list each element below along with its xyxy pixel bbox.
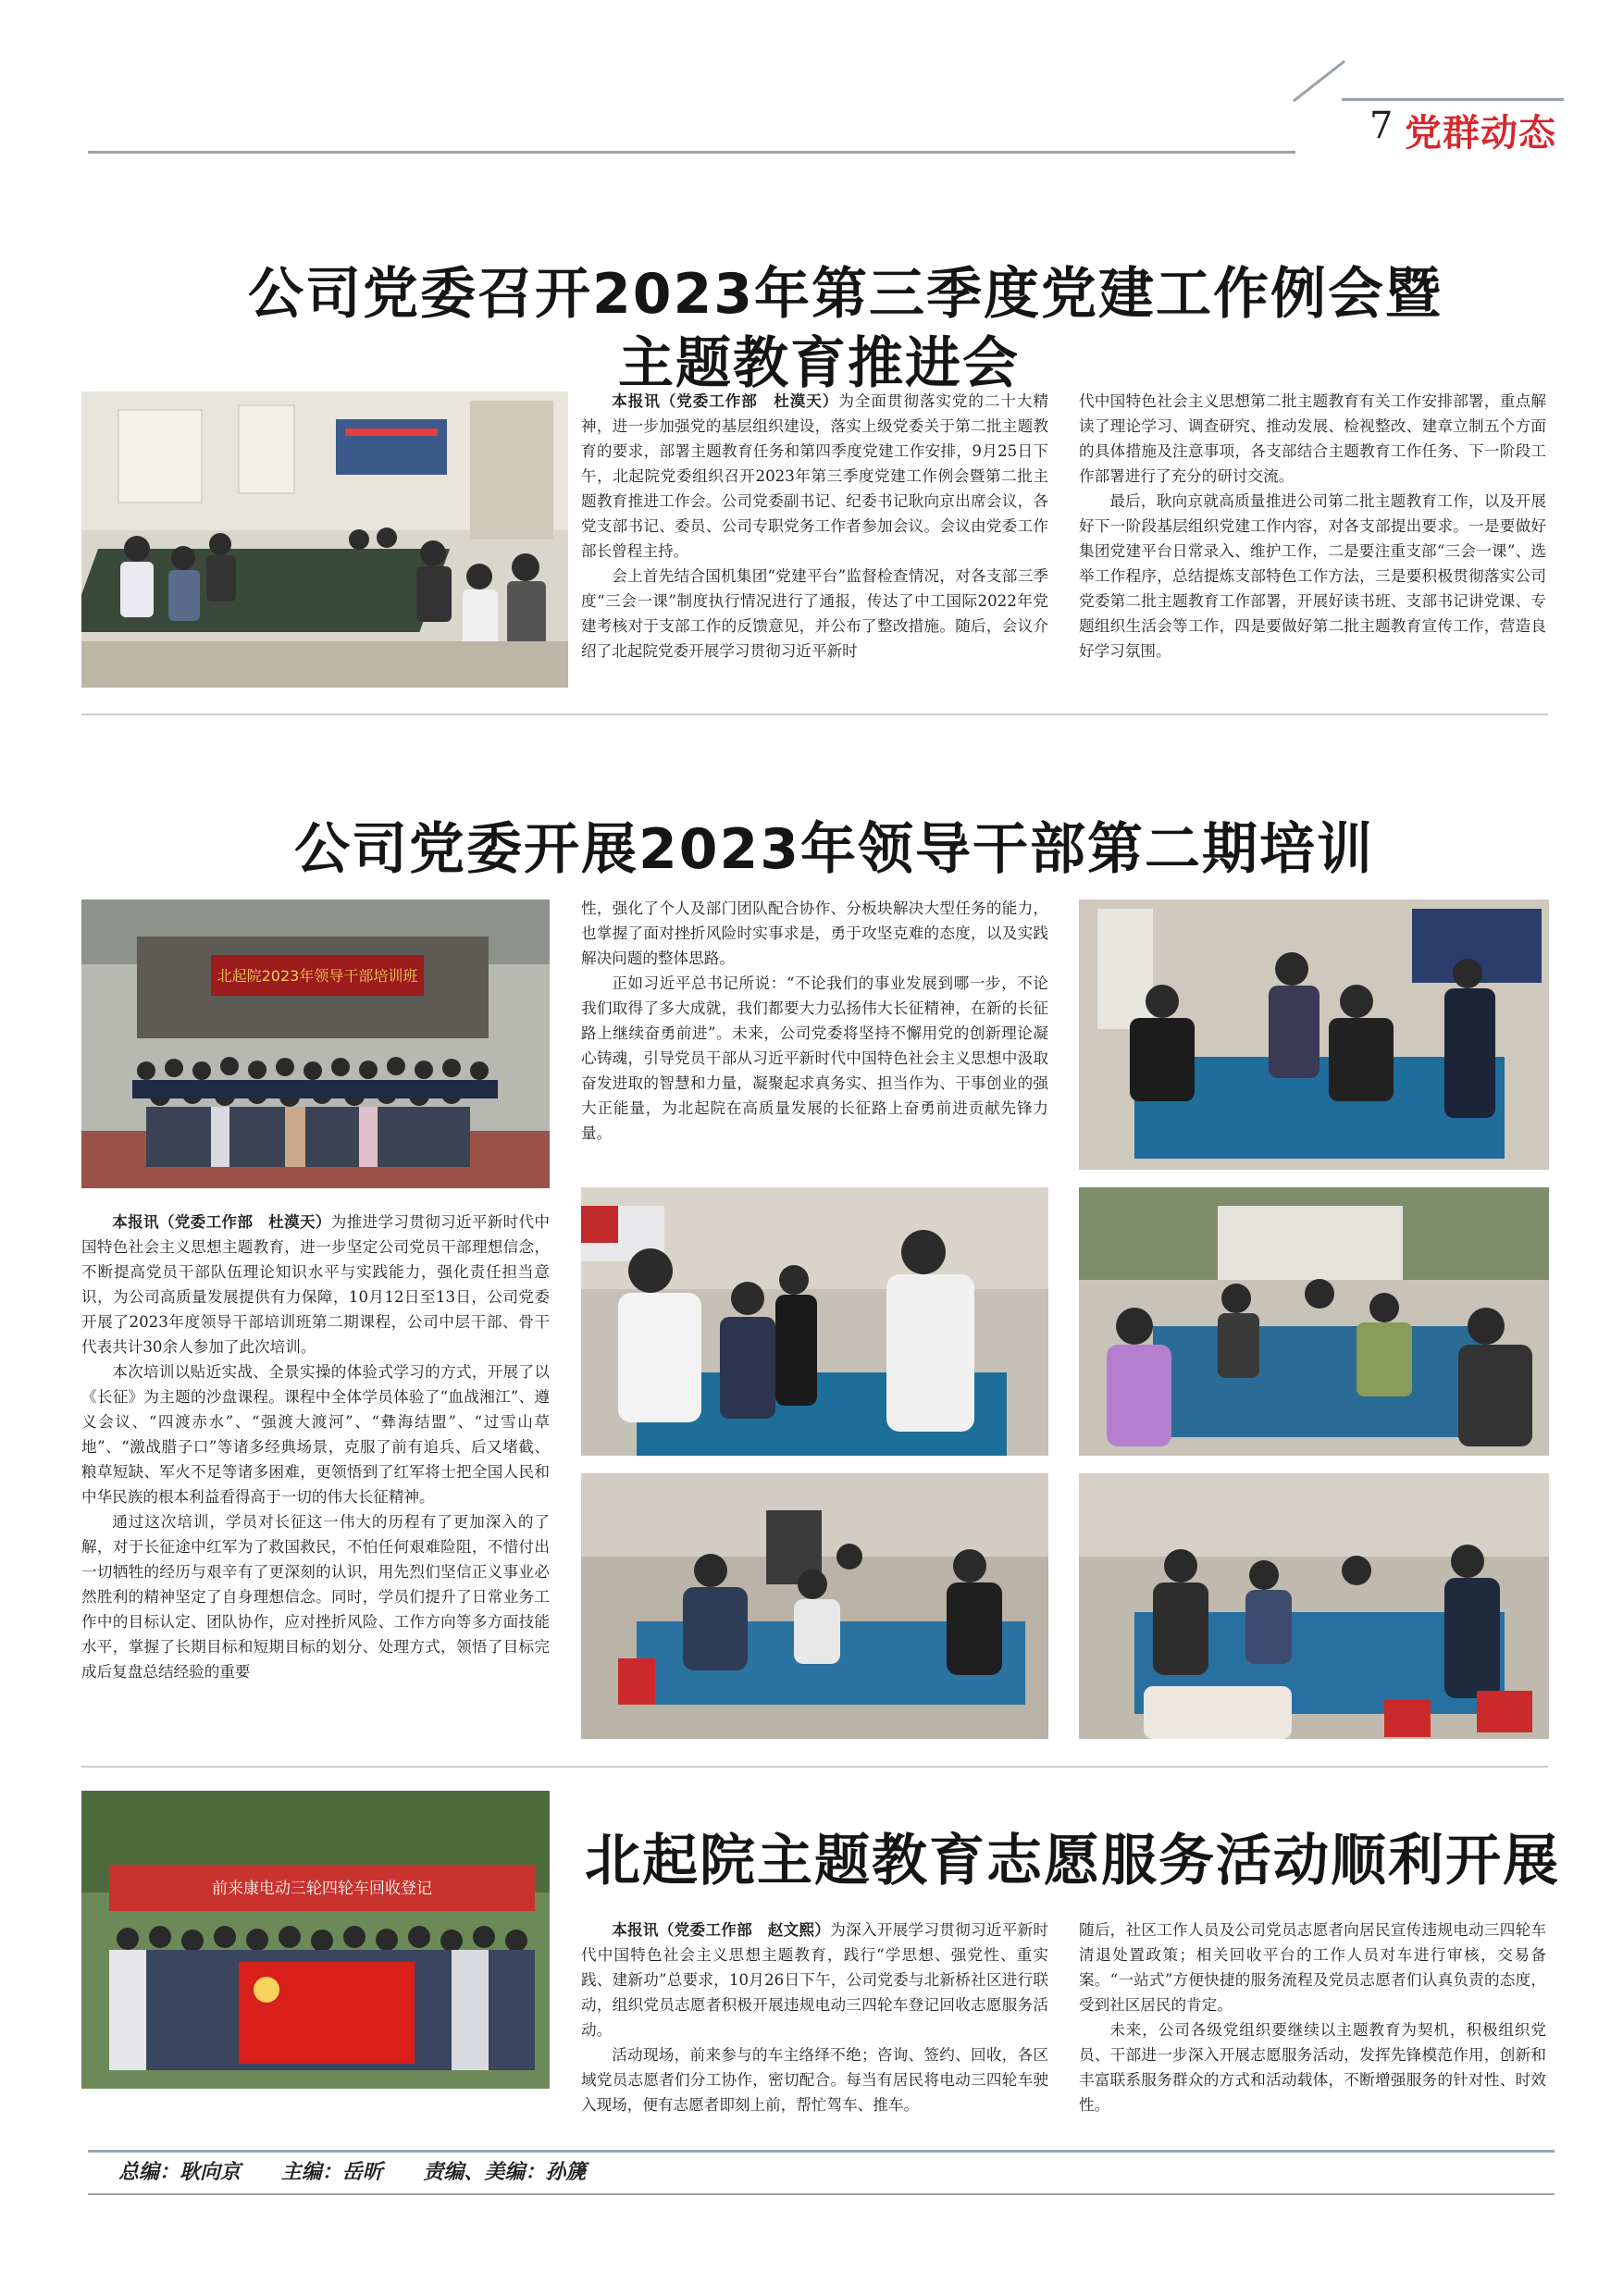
article2-training-photo-1 [1079,900,1549,1170]
section-divider [81,1766,1548,1768]
footer-editor: 主编：岳昕 [280,2160,383,2184]
article1-paragraph: 会上首先结合国机集团“党建平台”监督检查情况，对各支部三季度“三会一课”制度执行情况进行了通报，传达了中工国际2022年党建考核对于支部工作的反馈意见，并公布了整改措施。随后，会议介绍了北起院党委开展学习贯彻习近平新时 [581,567,1048,660]
article2-paragraph: 本次培训以贴近实战、全景实操的体验式学习的方式，开展了以《长征》为主题的沙盘课程。课程中全体学员体验了“血战湘江”、遵义会议、“四渡赤水”、“强渡大渡河”、“彝海结盟”、“过雪山草地”、“激战腊子口”等诸多经典场景，克服了前有追兵、后又堵截、粮草短缺、军火不足等诸多困难，更领悟到了红军将士把全国人民和中华民族的根本利益看得高于一切的伟大长征精神。 [81,1363,550,1506]
article1-title-line2: 主题教育推进会 [618,331,1020,396]
banner-text: 北起院2023年领导干部培训班 [217,967,418,985]
header-rule-slant [1293,60,1345,102]
article1-title-line1: 公司党委召开2023年第三季度党建工作例会暨 [248,262,1443,327]
article3-paragraph: 随后，社区工作人员及公司党员志愿者向居民宣传违规电动三四轮车清退处置政策；相关回收平台的工作人员对车进行审核，交易备案。“一站式”方便快捷的服务流程及党员志愿者们认真负责的态度，受到社区居民的肯定。 [1079,1921,1546,2014]
article1-paragraph: 代中国特色社会主义思想第二批主题教育有关工作安排部署，重点解读了理论学习、调查研究、推动发展、检视整改、建章立制五个方面的具体措施及注意事项，各支部结合主题教育工作任务、下一阶段工作部署进行了充分的研讨交流。 [1079,392,1546,485]
article1-paragraph: 最后，耿向京就高质量推进公司第二批主题教育工作，以及开展好下一阶段基层组织党建工作内容，对各支部提出要求。一是要做好集团党建平台日常录入、维护工作，二是要注重支部“三会一课”、选举工作程序，总结提炼支部特色工作方法，三是要积极贯彻落实公司党委第二批主题教育工作部署，开展好读书班、支部书记讲党课、专题组织生活会等工作，四是要做好第二批主题教育宣传工作，营造良好学习氛围。 [1079,492,1546,660]
footer-credits [118,2156,619,2185]
article3-paragraph: 活动现场，前来参与的车主络绎不绝；咨询、签约、回收，各区域党员志愿者们分工协作，密切配合。每当有居民将电动三四轮车驶入现场，便有志愿者即刻上前，帮忙驾车、推车。 [581,2046,1048,2114]
header-rule-top [1342,98,1564,101]
byline: 本报讯（党委工作部 杜漠天） [612,391,839,410]
page-number: 7 [1369,105,1394,147]
article1-paragraph: 本报讯（党委工作部 杜漠天）为全面贯彻落实党的二十大精神，进一步加强党的基层组织建设，落实上级党委关于第二批主题教育的要求，部署主题教育任务和第四季度党建工作安排，9月25日下午，北起院党委组织召开2023年第三季度党建工作例会暨第二批主题教育推进工作会。公司党委副书记、纪委书记耿向京出席会议，各党支部书记、委员、公司专职党务工作者参加会议。会议由党委工作部长曾程主持。 [581,391,1049,560]
article2-title: 公司党委开展2023年领导干部第二期培训 [294,817,1374,882]
footer-rule-bottom [88,2193,1555,2195]
article2-column-mid [581,896,1048,1146]
article2-training-photo-2 [581,1187,1048,1456]
article2-training-photo-3 [1079,1187,1549,1456]
article2-paragraph: 通过这次培训，学员对长征这一伟大的历程有了更加深入的了解，对于长征途中红军为了救国救民，不怕任何艰难险阻，不惜付出一切牺牲的经历与艰辛有了更深刻的认识，用先烈们坚信正义事业必然胜利的精神坚定了自身理想信念。同时，学员们提升了日常业务工作中的目标认定、团队协作，应对挫折风险、工作方向等多方面技能水平，掌握了长期目标和短期目标的划分、处理方式，领悟了目标完成后复盘总结经验的重要 [81,1513,550,1681]
article2-paragraph: 性，强化了个人及部门团队配合协作、分板块解决大型任务的能力，也掌握了面对挫折风险时实事求是，勇于攻坚克难的态度，以及实践解决问题的整体思路。 [581,900,1048,967]
article2-column-left [81,1210,550,1684]
banner-text: 前来康电动三轮四轮车回收登记 [212,1880,432,1898]
section-label: 党群动态 [1405,112,1556,155]
byline: 本报讯（党委工作部 杜漠天） [112,1212,331,1231]
section-divider [81,714,1548,715]
article3-volunteer-photo [81,1791,550,2089]
article3-paragraph: 未来，公司各级党组织要继续以主题教育为契机，积极组织党员、干部进一步深入开展志愿服务活动，发挥先锋模范作用，创新和丰富联系服务群众的方式和活动载体，不断增强服务的针对性、时效性。 [1079,2021,1546,2114]
article1-meeting-photo [81,391,568,688]
article3-paragraph: 本报讯（党委工作部 赵文熙）为深入开展学习贯彻习近平新时代中国特色社会主义思想主题教育，践行“学思想、强党性、重实践、建新功”总要求，10月26日下午，公司党委与北新桥社区进行联动，组织党员志愿者积极开展违规电动三四轮车登记回收志愿服务活动。 [581,1920,1049,2039]
article1-column1 [581,389,1048,664]
article3-column2 [1079,1917,1546,2117]
article2-group-photo [81,900,550,1188]
article3-column1 [581,1917,1048,2117]
article2-training-photo-5 [1079,1473,1549,1739]
article2-training-photo-4 [581,1473,1048,1739]
article1-column2 [1079,389,1546,664]
footer-rule [88,2150,1555,2153]
footer-designer: 责编、美编：孙篪 [423,2160,587,2184]
header-rule [88,151,1295,154]
article3-title: 北起院主题教育志愿服务活动顺利开展 [585,1829,1560,1893]
article2-paragraph: 正如习近平总书记所说：“不论我们的事业发展到哪一步，不论我们取得了多大成就，我们都要大力弘扬伟大长征精神，在新的长征路上继续奋勇前进”。未来，公司党委将坚持不懈用党的创新理论凝心铸魂，引导党员干部从习近平新时代中国特色社会主义思想中汲取奋发进取的智慧和力量，凝聚起求真务实、担当作为、干事创业的强大正能量，为北起院在高质量发展的长征路上奋勇前进贡献先锋力量。 [581,974,1048,1142]
byline: 本报讯（党委工作部 赵文熙） [612,1920,831,1939]
footer-chief-editor: 总编：耿向京 [118,2160,242,2184]
article2-paragraph: 本报讯（党委工作部 杜漠天）为推进学习贯彻习近平新时代中国特色社会主义思想主题教育，进一步坚定公司党员干部理想信念，不断提高党员干部队伍理论知识水平与实践能力，强化责任担当意识，为公司高质量发展提供有力保障，10月12日至13日，公司党委开展了2023年度领导干部培训班第二期课程，公司中层干部、骨干代表共计30余人参加了此次培训。 [81,1212,551,1356]
